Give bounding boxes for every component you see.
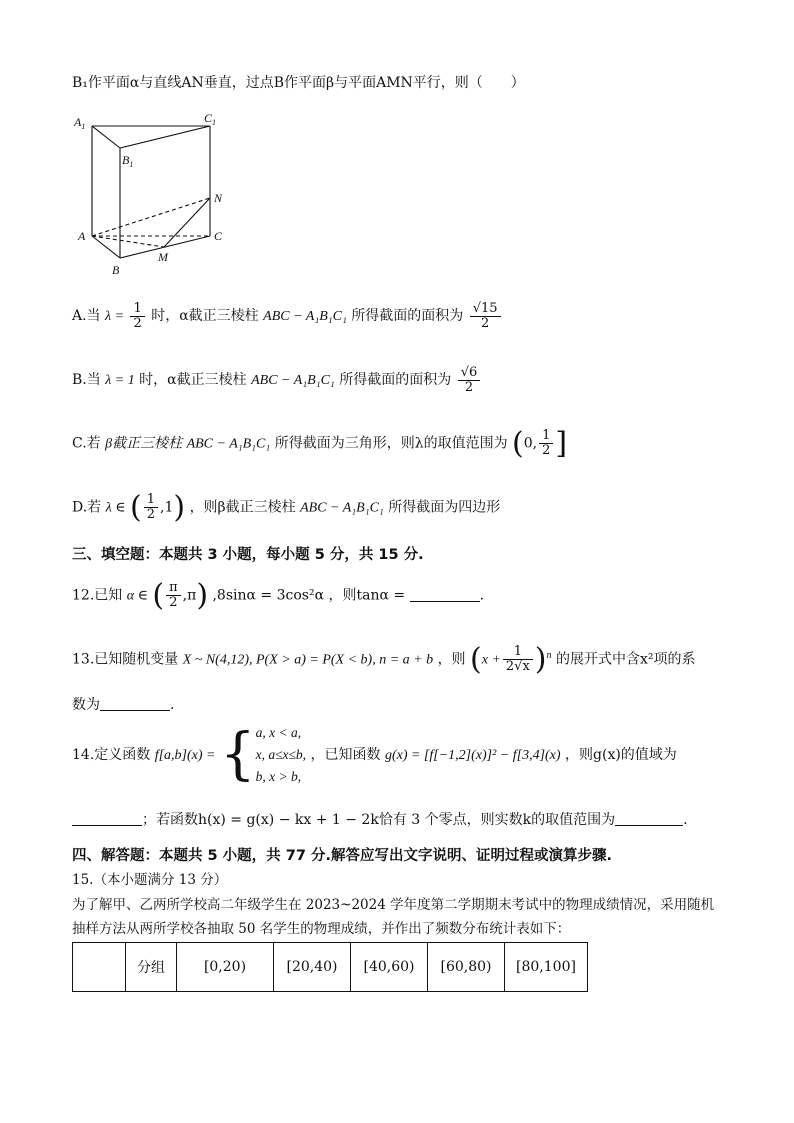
question-12: 12.已知 α ∈ ( $\frac{\pi}{2}$ ,π) ,8sinα = 3cos²α ，则tanα = .	[72, 578, 485, 613]
intro-line: B₁作平面α与直线AN垂直，过点B作平面β与平面AMN平行，则（ ）	[72, 75, 525, 91]
table-header-label: 分组	[126, 943, 177, 992]
label-N: N	[214, 191, 223, 205]
label-C: C	[214, 229, 223, 243]
option-b: B.当 λ = 1 时，α截正三棱柱 ABC − A₁B₁C₁ 所得截面的面积为 $\frac{√6}{2}$	[72, 366, 482, 394]
option-d: D.若 λ ∈ ( $\frac{1}{2}$ ,1) ，则β截正三棱柱 ABC − A₁B₁C₁ 所得截面为四边形	[72, 490, 501, 525]
question-13: 13.已知随机变量 X ~ N(4,12), P(X > a) = P(X < b), n = a + b ，则 (x + $\frac{1}{2√x}$ )$^n$ 的展开式中含x²项的系	[72, 642, 696, 677]
table-bin: [80,100]	[505, 943, 588, 992]
table-bin: [40,60)	[351, 943, 428, 992]
table-bin: [0,20)	[177, 943, 274, 992]
table-bin: [60,80)	[428, 943, 505, 992]
question-15-head: 15.（本小题满分 13 分）	[72, 872, 228, 888]
label-M: M	[158, 250, 168, 264]
answer-blank-14b[interactable]	[615, 811, 683, 826]
table-row	[73, 943, 588, 992]
answer-blank-12[interactable]	[410, 587, 480, 602]
table-cell-empty	[73, 943, 126, 992]
option-c: C.若 β截正三棱柱 ABC − A₁B₁C₁ 所得截面为三角形，则λ的取值范围为 (0, $\frac{1}{2}$ ]	[72, 426, 568, 461]
question-14: 14.定义函数 f[a,b](x) = { a, x < a, x, a≤x≤b, b, x > b, ，已知函数 g(x) = [f[−1,2](x)]² − f[3,4](x) ，则g(x)的值域为	[72, 722, 677, 787]
frequency-table	[72, 942, 588, 992]
option-a: A.当 λ = $\frac{1}{2}$ 时，α截正三棱柱 ABC − A₁B₁C₁ 所得截面的面积为 $\frac{√15}{2}$	[72, 302, 503, 330]
table-bin: [20,40)	[274, 943, 351, 992]
question-15-p1: 为了解甲、乙两所学校高二年级学生在 2023~2024 学年度第二学期期末考试中的物理成绩情况，采用随机	[72, 897, 715, 913]
label-B1: $B_1$	[122, 153, 134, 169]
question-13-line-2: 数为 .	[72, 697, 175, 713]
answer-blank-14a[interactable]	[72, 811, 142, 826]
prism-figure	[68, 110, 228, 285]
label-C1: $C_1$	[204, 111, 217, 127]
question-14-line-2: ；若函数h(x) = g(x) − kx + 1 − 2k恰有 3 个零点，则实数k的取值范围为 .	[72, 809, 688, 829]
label-A1: $A_1$	[74, 115, 86, 131]
question-15-p2: 抽样方法从两所学校各抽取 50 名学生的物理成绩，并作出了频数分布统计表如下：	[72, 921, 571, 937]
answer-blank-13[interactable]	[100, 696, 170, 711]
piecewise-cases: a, x < a, x, a≤x≤b, b, x > b,	[255, 725, 307, 784]
label-B: B	[112, 263, 120, 277]
section-3-title: 三、填空题：本题共 3 小题，每小题 5 分，共 15 分.	[72, 547, 424, 563]
label-A: A	[78, 229, 86, 243]
section-4-title: 四、解答题：本题共 5 小题，共 77 分.解答应写出文字说明、证明过程或演算步骤.	[72, 848, 612, 864]
